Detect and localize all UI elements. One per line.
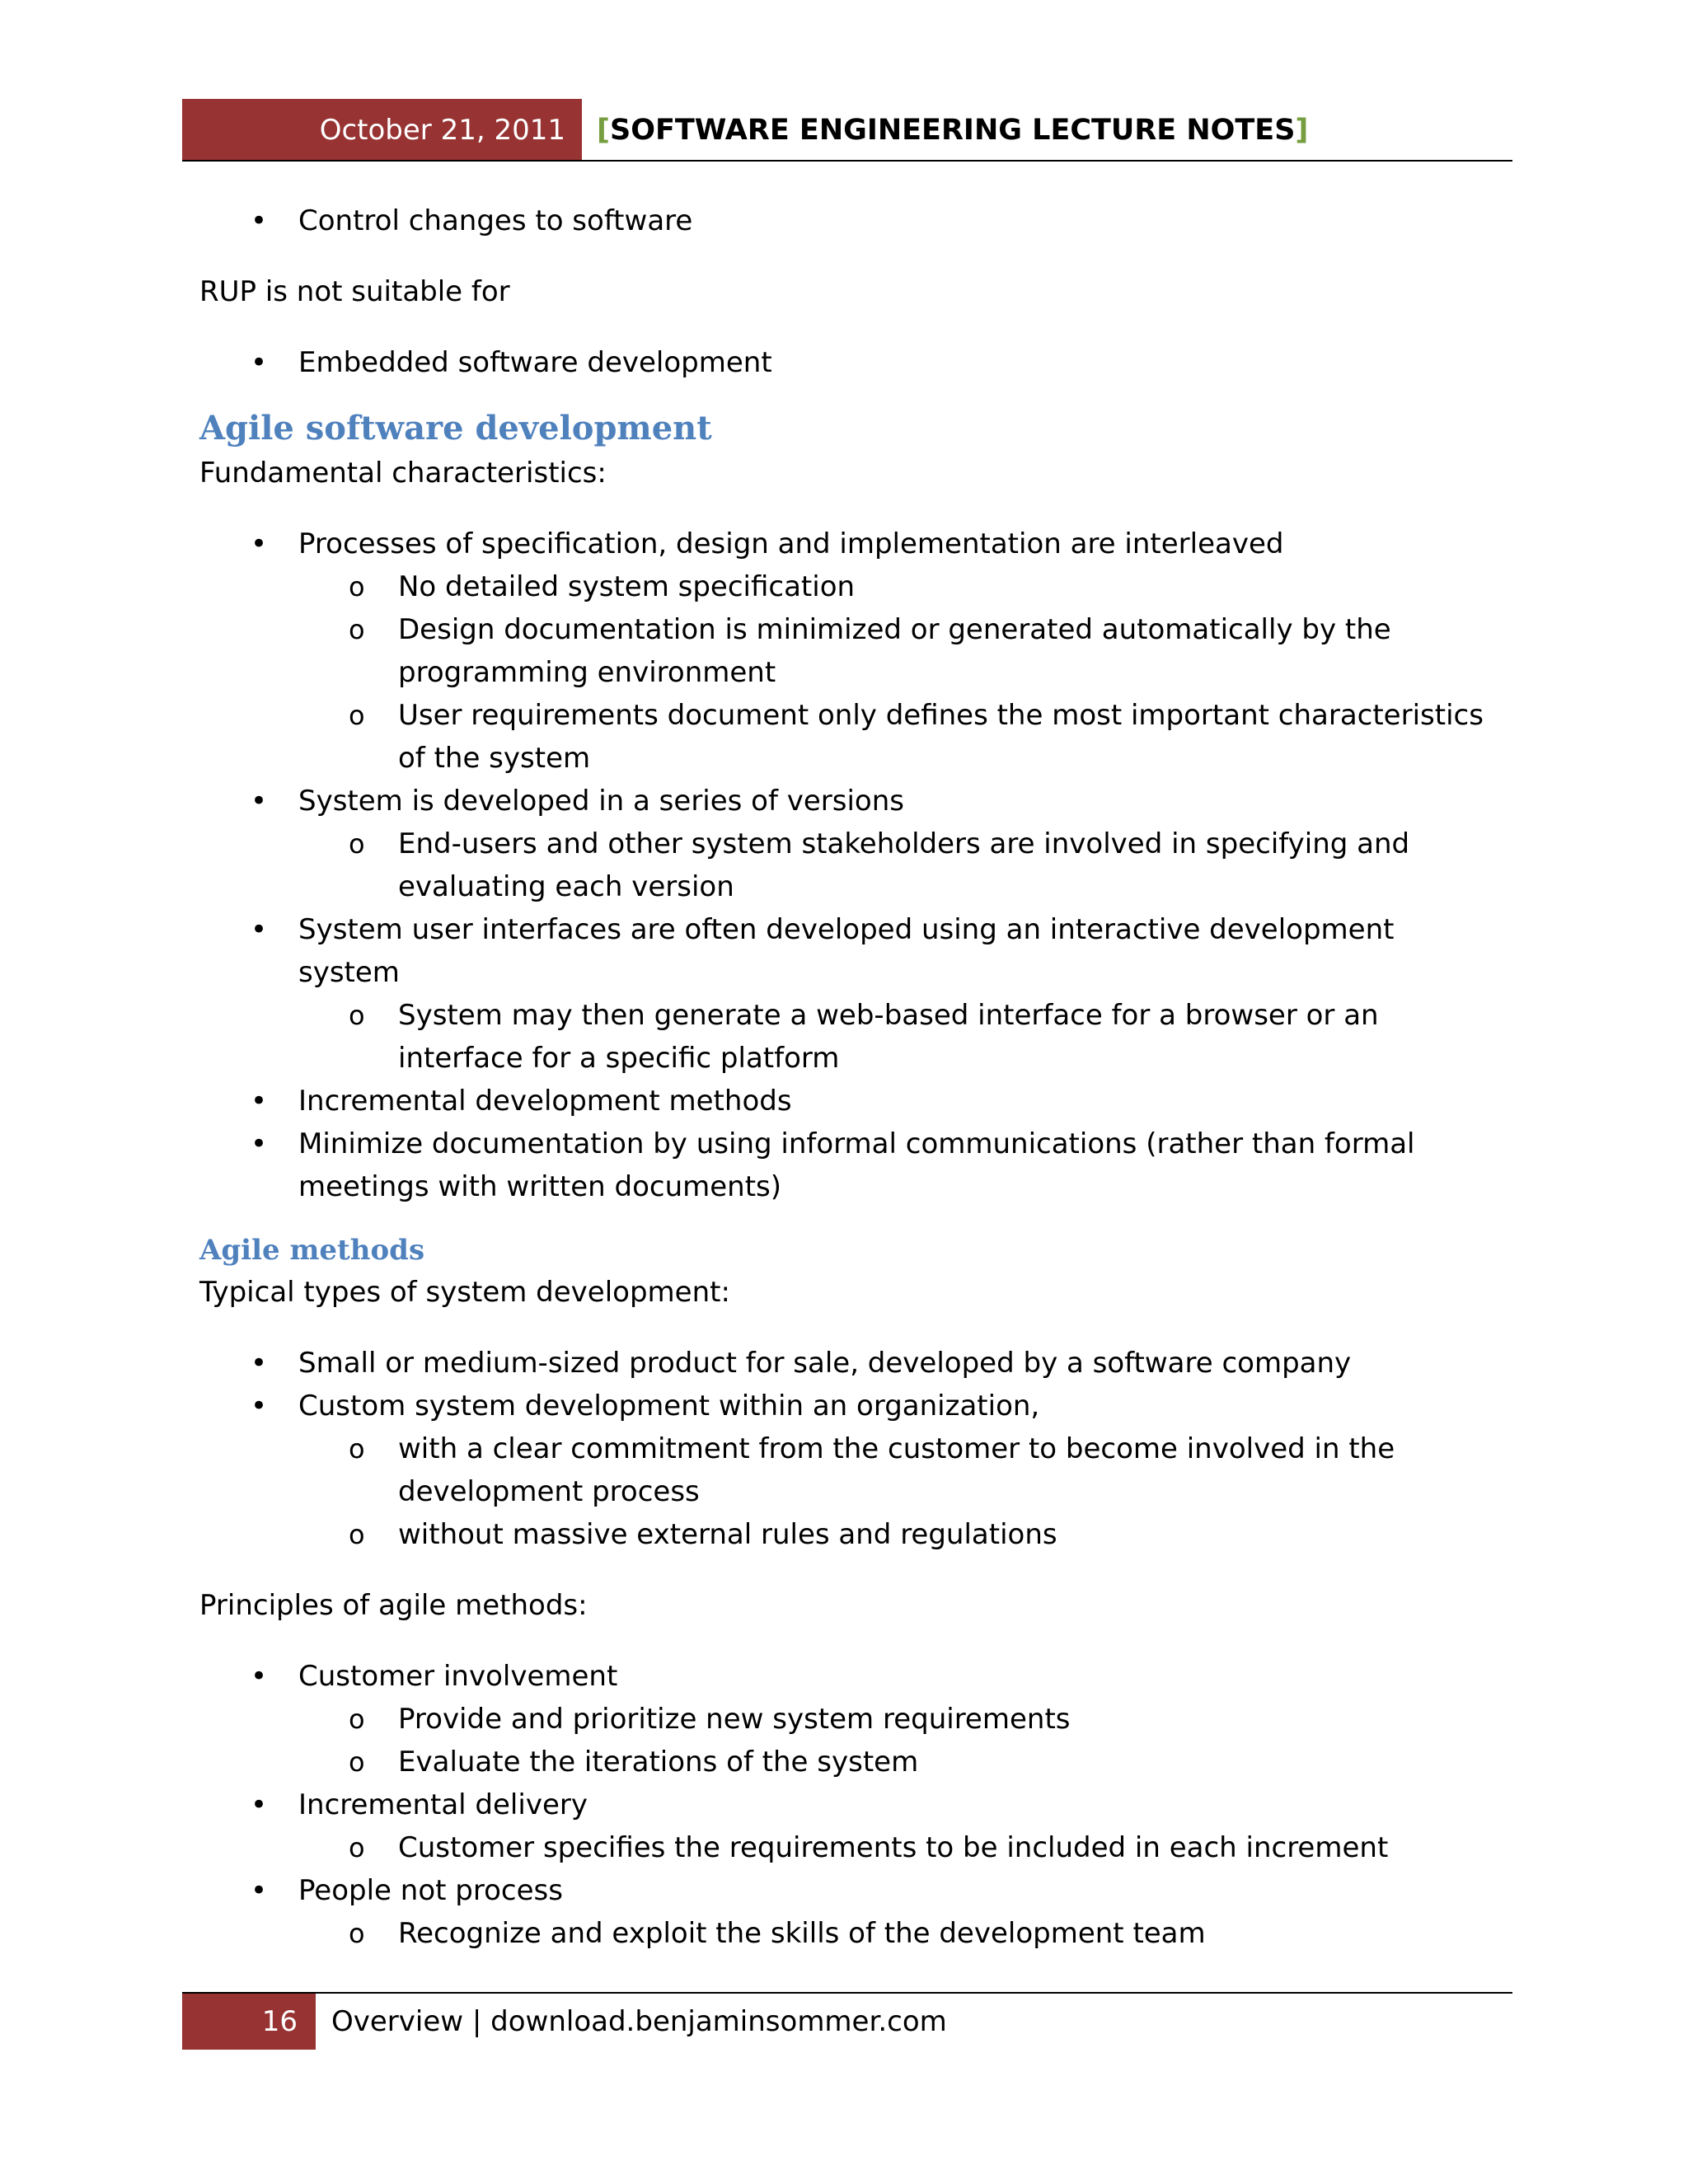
header-title — [597, 99, 1308, 162]
list-item — [298, 780, 1502, 908]
list-item — [298, 1869, 1502, 1955]
header-divider — [182, 160, 1512, 162]
sub-list — [298, 823, 1502, 908]
sub-list-item: o Evaluate the iterations of the system — [398, 1741, 1502, 1783]
rup-bullet-list — [199, 341, 1502, 384]
sub-list-item: o End-users and other system stakeholders are involved in specifying and evaluating each version — [398, 823, 1502, 908]
sub-list-item: o User requirements document only defines the most important characteristics of the system — [398, 694, 1502, 780]
list-item-text: System is developed in a series of versions — [298, 785, 905, 818]
sub-list — [298, 565, 1502, 780]
sub-list-item: o No detailed system specification — [398, 565, 1502, 608]
list-item: • Minimize documentation by using informal communications (rather than formal meetings with written documents) — [298, 1122, 1502, 1208]
agile-methods-heading: Agile methods — [199, 1234, 425, 1267]
page-content — [199, 199, 1502, 1955]
fundamental-list — [199, 523, 1502, 1208]
list-item-text: System user interfaces are often developed using an interactive development system — [298, 913, 1395, 989]
list-item: • Control changes to software — [298, 199, 1502, 242]
typical-list — [199, 1342, 1502, 1556]
sub-list-item: o without massive external rules and regulations — [398, 1513, 1502, 1556]
header-bracket-close: ] — [1295, 114, 1309, 147]
footer-text: Overview | download.benjaminsommer.com — [331, 2005, 947, 2038]
sub-list-item: o Recognize and exploit the skills of the development team — [398, 1912, 1502, 1955]
principles-list — [199, 1655, 1502, 1955]
typical-intro: Typical types of system development: — [199, 1276, 730, 1309]
list-item: • Small or medium-sized product for sale, developed by a software company — [298, 1342, 1502, 1385]
sub-list-item: o System may then generate a web-based interface for a browser or an interface for a specific platform — [398, 994, 1502, 1080]
sub-list — [298, 1826, 1502, 1869]
top-bullet-list — [199, 199, 1502, 242]
header-bracket-open: [ — [597, 114, 610, 147]
list-item — [298, 1783, 1502, 1869]
page-number: 16 — [261, 2005, 298, 2038]
list-item-text: Customer involvement — [298, 1660, 618, 1693]
agile-heading: Agile software development — [199, 409, 712, 448]
list-item — [298, 908, 1502, 1080]
list-item-text: Custom system development within an organization, — [298, 1390, 1040, 1422]
sub-list-item: o Provide and prioritize new system requirements — [398, 1698, 1502, 1741]
sub-list — [298, 1698, 1502, 1783]
list-item: • Embedded software development — [298, 341, 1502, 384]
list-item-text: People not process — [298, 1874, 563, 1907]
fundamental-intro: Fundamental characteristics: — [199, 457, 607, 490]
sub-list-item: o with a clear commitment from the customer to become involved in the development process — [398, 1427, 1502, 1513]
sub-list-item: o Customer specifies the requirements to be included in each increment — [398, 1826, 1502, 1869]
sub-list-item: o Design documentation is minimized or generated automatically by the programming environment — [398, 608, 1502, 694]
footer-page-block — [182, 1994, 316, 2050]
list-item — [298, 1655, 1502, 1783]
header-date: October 21, 2011 — [319, 114, 565, 147]
list-item — [298, 1385, 1502, 1556]
list-item-text: Processes of specification, design and implementation are interleaved — [298, 527, 1284, 560]
rup-not-suitable-text: RUP is not suitable for — [199, 275, 510, 308]
list-item-text: Incremental delivery — [298, 1788, 588, 1821]
sub-list — [298, 1427, 1502, 1556]
sub-list — [298, 994, 1502, 1080]
principles-intro: Principles of agile methods: — [199, 1589, 588, 1622]
sub-list — [298, 1912, 1502, 1955]
header-date-block — [182, 99, 582, 162]
list-item: • Incremental development methods — [298, 1080, 1502, 1122]
header-title-text: SOFTWARE ENGINEERING LECTURE NOTES — [610, 114, 1296, 147]
list-item — [298, 523, 1502, 780]
